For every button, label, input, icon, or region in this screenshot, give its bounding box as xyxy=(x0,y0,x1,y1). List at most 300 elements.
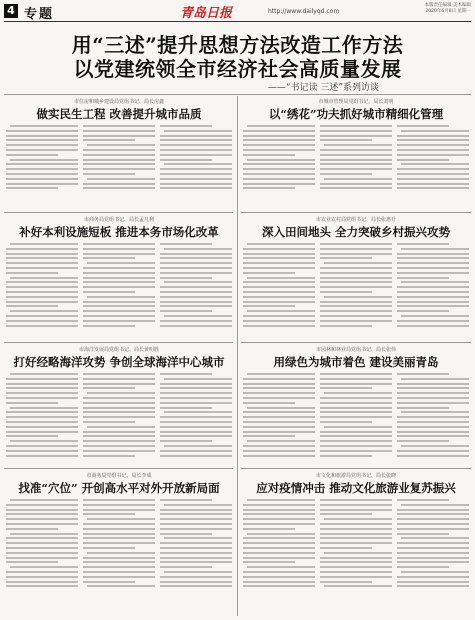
text-line xyxy=(6,291,78,293)
text-line xyxy=(6,537,78,539)
article-title[interactable]: 补好本利设施短板 推进本务市场化改革 xyxy=(19,225,219,239)
article[interactable] xyxy=(6,472,232,590)
edition-meta xyxy=(425,3,471,15)
article-body xyxy=(6,243,232,329)
text-line xyxy=(397,305,469,307)
text-line xyxy=(6,523,78,525)
text-line xyxy=(6,542,78,544)
text-line xyxy=(6,135,78,137)
text-line xyxy=(397,301,469,303)
divider xyxy=(241,342,471,343)
text-line xyxy=(324,552,392,554)
text-line xyxy=(397,187,469,189)
text-column xyxy=(83,125,155,192)
text-column xyxy=(160,125,232,192)
text-line xyxy=(6,257,78,259)
text-line xyxy=(397,581,469,583)
text-line xyxy=(320,325,372,327)
text-line xyxy=(6,187,58,189)
text-line xyxy=(83,173,135,175)
text-line xyxy=(6,431,78,433)
text-line xyxy=(160,547,232,549)
text-line xyxy=(243,267,315,269)
text-line xyxy=(83,411,155,413)
text-line xyxy=(83,537,155,539)
column-divider xyxy=(237,96,238,616)
article[interactable] xyxy=(6,346,232,459)
text-line xyxy=(6,305,58,307)
text-line xyxy=(6,325,78,327)
article[interactable] xyxy=(243,472,469,590)
text-line xyxy=(243,154,295,156)
text-column xyxy=(83,499,155,590)
text-line xyxy=(243,435,295,437)
text-line xyxy=(6,301,78,303)
text-line xyxy=(397,435,469,437)
text-line xyxy=(83,168,155,170)
article-body xyxy=(6,499,232,590)
text-line xyxy=(6,426,78,428)
text-line xyxy=(397,387,469,389)
text-line xyxy=(160,183,232,185)
text-line xyxy=(320,504,392,506)
text-line xyxy=(6,320,78,322)
text-line xyxy=(6,547,78,549)
text-line xyxy=(324,392,392,394)
text-line xyxy=(397,561,469,563)
text-line xyxy=(320,159,392,161)
text-line xyxy=(83,566,155,568)
text-line xyxy=(243,581,315,583)
text-line xyxy=(10,243,78,245)
text-line xyxy=(243,253,315,255)
text-line xyxy=(243,585,315,587)
text-line xyxy=(397,513,469,515)
text-line xyxy=(83,248,155,250)
article-body xyxy=(6,373,232,459)
text-line xyxy=(6,178,78,180)
text-line xyxy=(160,542,232,544)
text-line xyxy=(320,183,392,185)
text-line xyxy=(87,518,155,520)
text-line xyxy=(83,130,155,132)
text-line xyxy=(247,159,315,161)
text-line xyxy=(243,518,315,520)
text-line xyxy=(320,305,392,307)
editor-line: 本版责任编辑 美术编辑 xyxy=(424,3,471,8)
text-line xyxy=(397,402,469,404)
text-line xyxy=(320,253,392,255)
text-line xyxy=(160,450,232,452)
text-line xyxy=(10,277,78,279)
text-line xyxy=(83,513,135,515)
text-line xyxy=(243,528,295,530)
article-kicker: 市住房和城乡建设局党组书记、局长房鑫 xyxy=(73,99,164,105)
text-column xyxy=(83,243,155,329)
text-line xyxy=(247,277,315,279)
text-line xyxy=(243,178,315,180)
text-line xyxy=(243,576,315,578)
text-line xyxy=(10,310,78,312)
text-line xyxy=(397,257,469,259)
text-line xyxy=(397,392,469,394)
text-line xyxy=(6,154,58,156)
article-kicker: 市商务局党组书记、局长孟凡利 xyxy=(83,217,154,223)
text-line xyxy=(10,533,78,535)
text-line xyxy=(83,310,155,312)
text-line xyxy=(160,576,232,578)
text-line xyxy=(160,561,232,563)
text-line xyxy=(6,383,78,385)
article-kicker: 市商务局党组书记、局长李成 xyxy=(86,473,152,479)
text-line xyxy=(87,585,155,587)
text-line xyxy=(83,397,155,399)
text-line xyxy=(83,291,135,293)
text-line xyxy=(243,397,315,399)
text-line xyxy=(6,253,78,255)
text-line xyxy=(83,455,135,457)
text-line xyxy=(320,168,392,170)
article-title[interactable]: 做实民生工程 改善提升城市品质 xyxy=(36,107,202,121)
text-line xyxy=(83,163,155,165)
text-line xyxy=(160,267,232,269)
article-kicker: 市海洋发展局党组书记、局长黄明胜 xyxy=(78,347,159,353)
text-line xyxy=(83,277,155,279)
text-line xyxy=(324,426,392,428)
text-line xyxy=(397,426,469,428)
text-line xyxy=(87,552,155,554)
text-line xyxy=(6,296,78,298)
text-column xyxy=(397,125,469,192)
text-line xyxy=(6,248,78,250)
text-column xyxy=(397,373,469,459)
text-line xyxy=(320,378,392,380)
text-line xyxy=(397,253,469,255)
text-line xyxy=(6,576,78,578)
divider xyxy=(241,212,471,213)
text-line xyxy=(243,561,295,563)
text-line xyxy=(87,144,155,146)
text-line xyxy=(6,267,78,269)
text-line xyxy=(324,585,392,587)
text-line xyxy=(397,509,469,511)
text-line xyxy=(6,130,78,132)
text-line xyxy=(243,286,315,288)
text-line xyxy=(247,243,315,245)
text-line xyxy=(320,163,392,165)
text-line xyxy=(83,547,135,549)
text-line xyxy=(320,542,392,544)
text-line xyxy=(160,301,232,303)
article[interactable] xyxy=(243,216,469,329)
text-line xyxy=(243,416,315,418)
text-line xyxy=(320,416,392,418)
text-line xyxy=(6,518,78,520)
text-line xyxy=(320,440,392,442)
text-line xyxy=(164,411,232,413)
text-line xyxy=(243,135,315,137)
text-line xyxy=(6,163,78,165)
text-line xyxy=(160,291,232,293)
text-line xyxy=(6,455,78,457)
text-line xyxy=(320,455,372,457)
text-line xyxy=(83,305,155,307)
text-line xyxy=(243,509,315,511)
text-line xyxy=(6,392,78,394)
text-line xyxy=(397,325,469,327)
text-line xyxy=(160,272,232,274)
text-line xyxy=(243,392,315,394)
text-line xyxy=(160,125,212,127)
text-line xyxy=(247,125,315,127)
text-line xyxy=(6,557,78,559)
text-line xyxy=(320,411,392,413)
article-body xyxy=(243,499,469,590)
text-line xyxy=(6,168,78,170)
text-line xyxy=(397,168,469,170)
text-line xyxy=(164,445,232,447)
text-line xyxy=(83,154,155,156)
text-line xyxy=(401,378,469,380)
text-line xyxy=(6,411,78,413)
article-title[interactable]: 用绿色为城市着色 建设美丽青岛 xyxy=(273,355,439,369)
text-line xyxy=(6,315,78,317)
text-line xyxy=(397,272,469,274)
text-line xyxy=(87,426,155,428)
text-line xyxy=(160,387,232,389)
text-line xyxy=(160,139,232,141)
text-line xyxy=(83,159,155,161)
text-line xyxy=(160,262,232,264)
text-line xyxy=(397,310,449,312)
text-line xyxy=(160,135,232,137)
text-line xyxy=(397,523,469,525)
text-line xyxy=(164,378,232,380)
text-line xyxy=(83,533,155,535)
text-line xyxy=(320,533,392,535)
text-line xyxy=(320,320,392,322)
article[interactable] xyxy=(243,346,469,459)
text-line xyxy=(83,576,155,578)
text-line xyxy=(320,139,372,141)
text-line xyxy=(83,149,155,151)
text-line xyxy=(83,581,135,583)
text-line xyxy=(83,253,155,255)
text-line xyxy=(320,277,392,279)
text-line xyxy=(320,445,392,447)
text-line xyxy=(6,281,78,283)
text-line xyxy=(243,291,315,293)
text-line xyxy=(6,173,78,175)
text-line xyxy=(160,585,232,587)
text-line xyxy=(83,542,155,544)
text-line xyxy=(83,187,155,189)
text-column xyxy=(243,125,315,192)
text-line xyxy=(397,421,469,423)
article-title[interactable]: 打好经略海洋攻势 争创全球海洋中心城市 xyxy=(13,355,225,369)
text-line xyxy=(83,383,155,385)
text-line xyxy=(6,272,58,274)
text-line xyxy=(10,566,78,568)
text-line xyxy=(247,373,315,375)
text-line xyxy=(160,416,232,418)
text-line xyxy=(243,257,315,259)
text-line xyxy=(160,305,232,307)
text-line xyxy=(83,267,155,269)
text-line xyxy=(6,585,78,587)
text-line xyxy=(160,426,232,428)
text-column xyxy=(320,373,392,459)
text-line xyxy=(243,537,315,539)
text-line xyxy=(160,178,232,180)
text-line xyxy=(10,407,78,409)
text-line xyxy=(401,537,469,539)
text-line xyxy=(401,163,469,165)
text-line xyxy=(6,445,78,447)
text-line xyxy=(320,547,372,549)
text-line xyxy=(10,159,78,161)
text-column xyxy=(320,499,392,590)
text-line xyxy=(397,267,469,269)
article-title[interactable]: 应对疫情冲击 推动文化旅游业复苏振兴 xyxy=(256,481,456,495)
text-line xyxy=(83,402,155,404)
text-line xyxy=(83,504,155,506)
text-line xyxy=(243,411,315,413)
text-line xyxy=(320,243,392,245)
text-line xyxy=(247,310,315,312)
text-line xyxy=(401,445,469,447)
text-line xyxy=(243,383,315,385)
text-line xyxy=(397,144,469,146)
text-line xyxy=(320,383,392,385)
text-line xyxy=(243,523,315,525)
article-body xyxy=(243,243,469,329)
text-line xyxy=(243,272,295,274)
text-line xyxy=(397,533,449,535)
text-line xyxy=(6,387,78,389)
text-line xyxy=(83,561,155,563)
text-line xyxy=(243,504,315,506)
text-line xyxy=(320,561,392,563)
text-line xyxy=(164,537,232,539)
text-line xyxy=(83,139,135,141)
text-column xyxy=(397,243,469,329)
article[interactable] xyxy=(6,98,232,192)
text-line xyxy=(243,187,295,189)
article-title[interactable]: 深入田间地头 全力突破乡村振兴攻势 xyxy=(261,225,450,239)
text-line xyxy=(10,499,78,501)
text-line xyxy=(83,373,155,375)
text-line xyxy=(397,277,449,279)
text-line xyxy=(397,291,469,293)
text-line xyxy=(83,445,155,447)
article-title[interactable]: 找准“穴位” 开创高水平对外开放新局面 xyxy=(18,481,220,495)
text-line xyxy=(6,421,78,423)
text-line xyxy=(320,402,392,404)
text-line xyxy=(6,504,78,506)
text-line xyxy=(160,499,212,501)
text-line xyxy=(160,159,212,161)
text-line xyxy=(320,566,392,568)
text-line xyxy=(83,378,155,380)
text-line xyxy=(160,325,232,327)
text-line xyxy=(401,411,469,413)
text-line xyxy=(164,248,232,250)
text-line xyxy=(320,387,372,389)
text-line xyxy=(320,315,392,317)
text-line xyxy=(320,557,392,559)
article-title[interactable]: 以“绣花”功夫抓好城市精细化管理 xyxy=(268,107,444,121)
text-line xyxy=(397,542,469,544)
text-line xyxy=(397,416,469,418)
text-line xyxy=(397,566,449,568)
text-line xyxy=(83,183,155,185)
text-line xyxy=(160,154,232,156)
page-number: 4 xyxy=(4,4,18,18)
text-line xyxy=(243,557,315,559)
text-line xyxy=(160,243,212,245)
text-line xyxy=(243,450,315,452)
article[interactable] xyxy=(6,216,232,329)
text-line xyxy=(243,281,315,283)
text-line xyxy=(160,566,212,568)
text-line xyxy=(320,310,392,312)
text-line xyxy=(83,257,135,259)
text-line xyxy=(320,576,392,578)
text-line xyxy=(83,135,155,137)
main-headline-line1: 用“三述”提升思想方法改造工作方法 xyxy=(71,33,404,57)
text-line xyxy=(397,455,469,457)
text-line xyxy=(320,407,392,409)
text-line xyxy=(320,149,392,151)
date-line: 2020年6月8日 星期一 xyxy=(425,9,471,14)
website-url[interactable]: http://www.dailyqd.com xyxy=(268,8,340,15)
text-line xyxy=(164,130,232,132)
text-line xyxy=(83,286,155,288)
text-line xyxy=(160,509,232,511)
text-line xyxy=(6,528,58,530)
text-line xyxy=(320,291,372,293)
text-line xyxy=(6,286,78,288)
text-line xyxy=(6,139,78,141)
text-line xyxy=(164,571,232,573)
text-line xyxy=(397,125,449,127)
text-line xyxy=(397,149,469,151)
text-line xyxy=(320,373,392,375)
text-line xyxy=(83,272,155,274)
text-line xyxy=(397,320,469,322)
text-line xyxy=(160,383,232,385)
text-line xyxy=(160,253,232,255)
text-line xyxy=(243,421,315,423)
text-line xyxy=(247,533,315,535)
text-line xyxy=(247,499,315,501)
text-line xyxy=(164,315,232,317)
article[interactable] xyxy=(243,98,469,192)
text-line xyxy=(397,585,469,587)
text-line xyxy=(243,513,315,515)
text-line xyxy=(83,557,155,559)
text-line xyxy=(160,149,232,151)
text-line xyxy=(397,178,469,180)
text-line xyxy=(243,248,315,250)
text-line xyxy=(243,445,315,447)
article-kicker: 市农业农村局党组书记、局长张惠升 xyxy=(315,217,396,223)
text-line xyxy=(6,509,78,511)
text-line xyxy=(6,183,78,185)
text-line xyxy=(320,513,372,515)
text-line xyxy=(87,392,155,394)
